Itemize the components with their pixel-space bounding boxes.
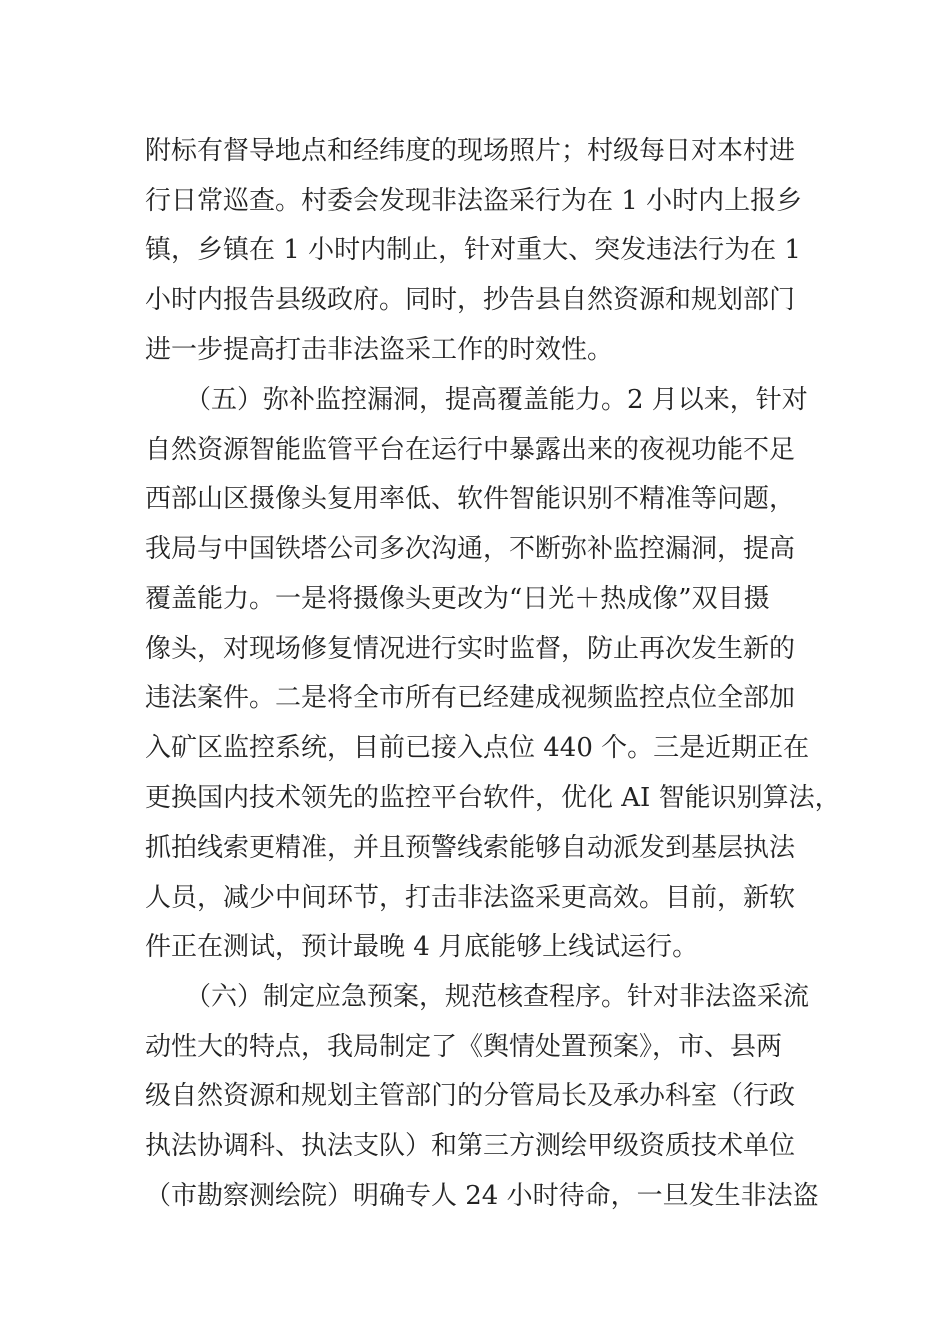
section-heading-5: （五）弥补监控漏洞，提高覆盖能力。2 月以来，针对	[185, 385, 808, 415]
text-line: 自然资源智能监管平台在运行中暴露出来的夜视功能不足	[145, 435, 796, 465]
text-line: 更换国内技术领先的监控平台软件，优化 AI 智能识别算法，	[145, 783, 841, 813]
text-line: 覆盖能力。一是将摄像头更改为“日光＋热成像”双目摄	[145, 584, 770, 614]
text-line: 人员，减少中间环节，打击非法盗采更高效。目前，新软	[145, 883, 796, 913]
text-line: 违法案件。二是将全市所有已经建成视频监控点位全部加	[145, 683, 796, 713]
text-line: 镇，乡镇在 1 小时内制止，针对重大、突发违法行为在 1	[145, 235, 801, 265]
text-line: 像头，对现场修复情况进行实时监督，防止再次发生新的	[145, 634, 796, 664]
text-line: 进一步提高打击非法盗采工作的时效性。	[145, 335, 614, 365]
text-line: 执法协调科、执法支队）和第三方测绘甲级资质技术单位	[145, 1131, 796, 1161]
text-line: 件正在测试，预计最晚 4 月底能够上线试运行。	[145, 932, 699, 962]
section-heading-6: （六）制定应急预案，规范核查程序。针对非法盗采流	[185, 982, 810, 1012]
text-line: 入矿区监控系统，目前已接入点位 440 个。三是近期正在	[145, 733, 810, 763]
text-line: （市勘察测绘院）明确专人 24 小时待命，一旦发生非法盗	[145, 1181, 819, 1211]
text-line: 抓拍线索更精准，并且预警线索能够自动派发到基层执法	[145, 833, 796, 863]
text-line: 附标有督导地点和经纬度的现场照片；村级每日对本村进	[145, 136, 796, 166]
text-line: 小时内报告县级政府。同时，抄告县自然资源和规划部门	[145, 285, 796, 315]
text-line: 我局与中国铁塔公司多次沟通，不断弥补监控漏洞，提高	[145, 534, 796, 564]
text-line: 行日常巡查。村委会发现非法盗采行为在 1 小时内上报乡	[145, 186, 803, 216]
text-line: 西部山区摄像头复用率低、软件智能识别不精准等问题，	[145, 484, 796, 514]
text-line: 级自然资源和规划主管部门的分管局长及承办科室（行政	[145, 1081, 796, 1111]
text-line: 动性大的特点，我局制定了《舆情处置预案》，市、县两	[145, 1032, 783, 1062]
